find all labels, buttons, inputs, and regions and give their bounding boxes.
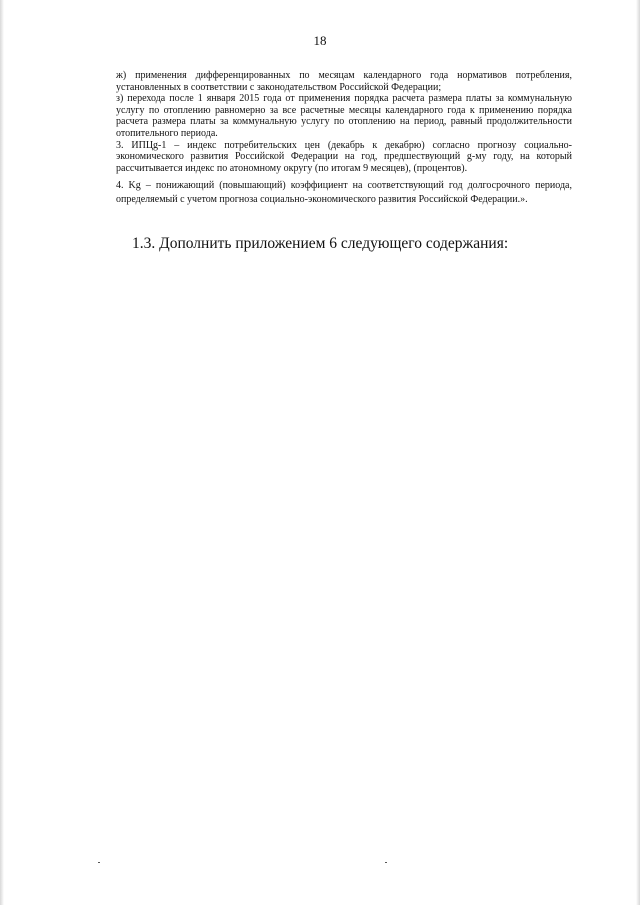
paragraph-z: з) перехода после 1 января 2015 года от применения порядка расчета размера платы за коммунальную услугу по отоплению равномерно за все расчетные месяцы календарного года к применению порядка расчета размера платы за коммунальную услугу по отоплению на период, равный продолжительности отопительного периода. bbox=[116, 93, 572, 139]
page-number: 18 bbox=[313, 33, 327, 48]
paragraph-item-3: 3. ИПЦg-1 – индекс потребительских цен (декабрь к декабрю) согласно прогнозу социально-экономического развития Российской Федерации на год, предшествующий g-му году, на который рассчитывается индекс по атономному округу (по итогам 9 месяцев), (процентов). bbox=[116, 139, 572, 174]
scan-speck bbox=[98, 862, 100, 863]
paragraph-item-4: 4. Kg – понижающий (повышающий) коэффициент на соответствующий год долгосрочного периода, определяемый с учетом прогноза социально-экономического развития Российской Федерации.». bbox=[116, 180, 572, 206]
scan-edge-left bbox=[0, 0, 4, 905]
scan-edge-right bbox=[636, 0, 640, 905]
body-text bbox=[116, 70, 572, 207]
paragraph-zh: ж) применения дифференцированных по месяцам календарного года нормативов потребления, установленных в соответствии с законодательством Российской Федерации; bbox=[116, 70, 572, 93]
scan-speck bbox=[385, 862, 387, 863]
section-heading: 1.3. Дополнить приложением 6 следующего содержания: bbox=[132, 235, 509, 252]
